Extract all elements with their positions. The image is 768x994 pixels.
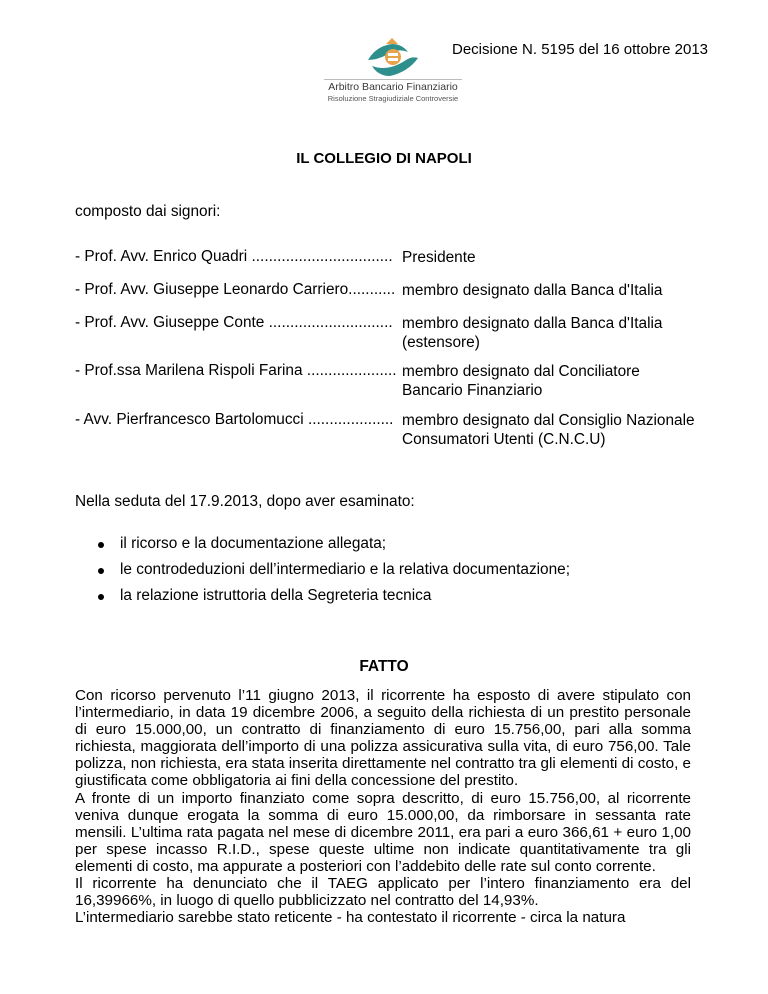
paragraph: L’intermediario sarebbe stato reticente - ha contestato il ricorrente - circa la natura xyxy=(75,909,626,927)
member-role: membro designato dal Conciliatore Bancario Finanziario xyxy=(402,363,640,399)
member-name: - Prof. Avv. Enrico Quadri ................................. xyxy=(75,248,393,265)
paragraph: Il ricorrente ha denunciato che il TAEG applicato per l’intero finanziamento era del 16,39966%, in luogo di quello pubblicizzato nel contratto del 14,93%. xyxy=(75,875,691,910)
paragraph: Con ricorso pervenuto l’11 giugno 2013, il ricorrente ha esposto di avere stipulato con l’intermediario, in data 19 dicembre 2006, a seguito della richiesta di un prestito personale di euro 15.000,00, un contratto di finanziamento di euro 15.756,00, pari alla somma richiesta, maggiorata dell’importo di una polizza assicurativa sulla vita, di euro 756,00. Tale polizza, non richiesta, era stata inserita direttamente nel contratto tra gli elementi di costo, e giustificata come obbligatoria ai fini della concessione del prestito. xyxy=(75,687,691,790)
member-name: - Prof. Avv. Giuseppe Conte ............................. xyxy=(75,314,393,331)
decision-title: Decisione N. 5195 del 16 ottobre 2013 xyxy=(452,41,709,58)
bullet-icon xyxy=(98,568,104,574)
abf-emblem-icon xyxy=(362,38,424,78)
list-item xyxy=(75,561,570,587)
intro-text: composto dai signori: xyxy=(75,203,221,220)
member-name: - Avv. Pierfrancesco Bartolomucci .................... xyxy=(75,411,394,428)
member-name: - Prof.ssa Marilena Rispoli Farina ..................... xyxy=(75,362,397,379)
list-item xyxy=(75,535,570,561)
bullet-icon xyxy=(98,542,104,548)
examined-list xyxy=(75,535,570,613)
session-text: Nella seduta del 17.9.2013, dopo aver esaminato: xyxy=(75,493,415,510)
logo-name: Arbitro Bancario Finanziario xyxy=(328,81,458,93)
list-item-text: il ricorso e la documentazione allegata; xyxy=(120,535,387,552)
fatto-heading: FATTO xyxy=(359,658,409,675)
paragraph: A fronte di un importo finanziato come sopra descritto, di euro 15.756,00, al ricorrente veniva dunque erogata la somma di euro 15.000,00, da rimborsare in sessanta rate mensili. L’ultima rata pagata nel mese di dicembre 2011, era pari a euro 366,61 + euro 1,00 per spese incasso R.I.D., spese queste ultime non indicate quantitativamente tra gli elementi di costo, ma appurate a posteriori con l’addebito delle rate sul conto corrente. xyxy=(75,789,691,875)
member-role: membro designato dalla Banca d'Italia xyxy=(402,282,663,299)
member-name: - Prof. Avv. Giuseppe Leonardo Carriero........... xyxy=(75,281,396,298)
member-role: membro designato dalla Banca d'Italia (estensore) xyxy=(402,315,663,351)
list-item xyxy=(75,587,570,613)
list-item-text: la relazione istruttoria della Segreteria tecnica xyxy=(120,587,432,604)
list-item-text: le controdeduzioni dell’intermediario e la relativa documentazione; xyxy=(120,561,571,578)
member-role: Presidente xyxy=(402,249,476,266)
bullet-icon xyxy=(98,594,104,600)
abf-logo xyxy=(318,38,468,112)
logo-subtitle: Risoluzione Stragiudiziale Controversie xyxy=(327,94,459,103)
fatto-body xyxy=(75,687,691,926)
collegio-heading: IL COLLEGIO DI NAPOLI xyxy=(296,150,472,167)
member-role: membro designato dal Consiglio Nazionale Consumatori Utenti (C.N.C.U) xyxy=(402,412,695,448)
